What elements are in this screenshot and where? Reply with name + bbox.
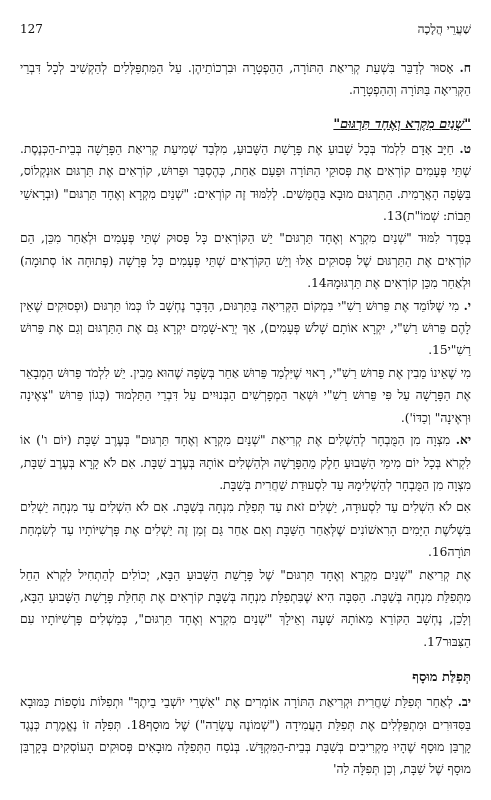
paragraph-label: ח.: [459, 61, 471, 75]
paragraph-9-continued: [20, 227, 471, 294]
paragraph-text: אֶת קְרִיאַת "שְׁנַיִם מִקְרָא וְאֶחָד תַּרְגּוּם" שֶׁל פָּרָשַׁת הַשָּׁבוּעַ הַבָּא, יְכוֹלִים לְהַתְחִיל לִקְרֹא הַחֵל מִתְּפִלַּת מִנְחָה בְּשַׁבָּת. הַסִּבָּה הִיא שֶׁבִּתְפִלַּת מִנְחָה בְּשַׁבָּת קוֹרְאִים אֶת תְּחִלַּת פָּרָשַׁת הַשָּׁבוּעַ הַבָּא, וְלָכֵן, נֶחְשָׁב הַקּוֹרֵא מֵאוֹתָהּ שָׁעָה וְאֵילָךְ "שְׁנַיִם מִקְרָא וְאֶחָד תַּרְגּוּם", כְּמַשְׁלִים פָּרְשִׁיּוֹתָיו עִם הַצִּבּוּר17.: [20, 567, 471, 649]
paragraph-11-continued-a: [20, 496, 471, 563]
paragraph-label: יא.: [455, 433, 472, 448]
paragraph-text: לְאַחַר תְּפִלַּת שַׁחֲרִית וּקְרִיאַת הַתּוֹרָה אוֹמְרִים אֶת "אַשְׁרֵי יוֹשְׁבֵי בֵיתֶךָ" וּתְפִלּוֹת נוֹסָפוֹת כַּמּוּבָא בַּסִּדּוּרִים וּמִתְפַּלְּלִים אֶת תְּפִלַּת הָעֲמִידָה ("שְׁמוֹנֶה עֶשְׂרֵה") שֶׁל מוּסָף18. תְּפִלָּה זוֹ נֶאֱמֶרֶת כְּנֶגֶד קָרְבַּן מוּסָף שֶׁהָיוּ מַקְרִיבִים בְּשַׁבָּת בְּבֵית-הַמִּקְדָּשׁ. בְּנֹסַח הַתְּפִלָּה מוּבָאִים פְּסוּקִים הָעוֹסְקִים בְּקָרְבַּן מוּסָף שֶׁל שַׁבָּת, וְכֵן תְּפִלָּה לַה': [20, 695, 471, 777]
paragraph-text: אִם לֹא הִשְׁלִים עַד לִסְעוּדָה, יַשְׁלִים זֹאת עַד תְּפִלַּת מִנְחָה בְּשַׁבָּת. אִם לֹא הִשְׁלִים עַד מִנְחָה יַשְׁלִים בִּשְׁלֹשֶׁת הַיָּמִים הָרִאשׁוֹנִים שֶׁלְּאַחַר הַשַּׁבָּת וְאִם אַחַר גַּם זְמַן זֶה יַשְׁלִים אֶת פָּרְשִׁיּוֹתָיו עַד לְשִׂמְחַת תּוֹרָה16.: [20, 500, 471, 560]
paragraph-label: י.: [463, 298, 472, 313]
paragraph-label: ט.: [459, 141, 471, 156]
paragraph-11: [20, 429, 471, 496]
paragraph-8: [20, 57, 471, 102]
paragraph-10: [20, 295, 471, 362]
paragraph-9: [20, 138, 471, 228]
paragraph-10-continued: [20, 362, 471, 429]
paragraph-text: מִי שֶׁאֵינוֹ מֵבִין אֶת פֵּרוּשׁ רַשִׁ"י, רָאוּי שֶׁיִּלְמַד פֵּרוּשׁ אַחֵר בְּשָׂפָה שֶׁהוּא מֵבִין. יֵשׁ לִלְמֹד פֵּרוּשׁ הַמְבָאֵר אֶת הַפָּרָשָׁה עַל פִּי פֵּרוּשׁ רַשִׁ"י וּשְׁאַר הַמְפָרְשִׁים הַבְּנוּיִים עַל דִּבְרֵי הַתַּלְמוּד (כְּגוֹן פֵּרוּשׁ "צְאֶינָה וּרְאֶינָה" וְכַדּוֹ').: [20, 365, 471, 425]
paragraph-12: [20, 691, 471, 781]
running-head-title: שַׁעֲרֵי הֲלָכָה: [417, 22, 471, 36]
running-head: [20, 22, 471, 37]
page-number: 127: [20, 22, 43, 36]
section-heading-musaf: תְּפִלַּת מוּסָף: [412, 670, 471, 686]
paragraph-label: יב.: [457, 695, 471, 710]
paragraph-text: אָסוּר לְדַבֵּר בִּשְׁעַת קְרִיאַת הַתּוֹרָה, הַהַפְטָרָה וּבִרְכוֹתֵיהֶן. עַל הַמִּתְפַּלְּלִים לְהַקְשִׁיב לְכָל דִּבְרֵי הַקְּרִיאָה בַּתּוֹרָה וְהַהַפְטָרָה.: [20, 61, 471, 98]
section-heading-shnayim-mikra: "שְׁנַיִם מִקְרָא וְאֶחָד תַּרְגּוּם": [333, 116, 471, 132]
paragraph-text: חַיָּב אָדָם לִלְמֹד בְּכָל שָׁבוּעַ אֶת פָּרָשַׁת הַשָּׁבוּעַ, מִלְּבַד שְׁמִיעַת קְרִיאַת הַפָּרָשָׁה בְּבֵית-הַכְּנֶסֶת. שְׁתֵּי פְּעָמִים קוֹרְאִים אֶת פְּסוּקֵי הַתּוֹרָה וּפַעַם אַחַת, כְּהֶסְבֵּר וּפֵרוּשׁ, קוֹרְאִים אֶת תַּרְגּוּם אוּנְקְלוֹס, בַּשָּׂפָה הָאֲרָמִית. הַתַּרְגּוּם מוּבָא בַּחֻמָּשִׁים. לְלִמּוּד זֶה קוֹרְאִים: "שְׁנַיִם מִקְרָא וְאֶחָד תַּרְגּוּם" (וּבְרָאשֵׁי תֵּבוֹת: שְׁמוֹ"ת)13.: [20, 141, 471, 224]
paragraph-text: מִי שֶׁלּוֹמֵד אֶת פֵּרוּשׁ רַשִׁ"י בִּמְקוֹם הַקְּרִיאָה בַּתַּרְגּוּם, הַדָּבָר נֶחְשָׁב לוֹ כְּמוֹ תַּרְגּוּם (וּפְסוּקִים שֶׁאֵין לָהֶם פֵּרוּשׁ רַשִׁ"י, יִקְרָא אוֹתָם שָׁלֹשׁ פְּעָמִים), אַךְ יְרֵא-שָׁמַיִם יִקְרָא גַּם אֶת הַתַּרְגּוּם וְגַם אֶת פֵּרוּשׁ רַשִׁ"י15.: [20, 298, 471, 358]
paragraph-text: בְּסֵדֶר לִמּוּד "שְׁנַיִם מִקְרָא וְאֶחָד תַּרְגּוּם" יֵשׁ הַקּוֹרְאִים כָּל פָּסוּק שְׁתֵּי פְּעָמִים וּלְאַחַר מִכֵּן, הֵם קוֹרְאִים אֶת הַתַּרְגּוּם שֶׁל פְּסוּקִים אֵלּוּ וְיֵשׁ הַקּוֹרְאִים שְׁתֵּי פְּעָמִים כָּל פָּרָשָׁה (פְּתוּחָה אוֹ סְתוּמָה) וּלְאַחַר מִכֵּן קוֹרְאִים אֶת תַּרְגּוּמָהּ14.: [20, 231, 471, 291]
paragraph-text: מִצְוָה מִן הַמֻּבְחָר לְהַשְׁלִים אֶת קְרִיאַת "שְׁנַיִם מִקְרָא וְאֶחָד תַּרְגּוּם" בְּעֶרֶב שַׁבָּת (יוֹם ו') אוֹ לִקְרֹא בְּכָל יוֹם מִימֵי הַשָּׁבוּעַ חֵלֶק מֵהַפָּרָשָׁה וּלְהַשְׁלִים אוֹתָהּ בְּעֶרֶב שַׁבָּת. אִם לֹא קָרָא בְּעֶרֶב שַׁבָּת, מִצְוָה מִן הַמֻּבְחָר לְהַשְׁלִימָהּ עַד לִסְעוּדַת שַׁחֲרִית בְּשַׁבָּת.: [20, 433, 471, 492]
paragraph-11-continued-b: [20, 564, 471, 654]
